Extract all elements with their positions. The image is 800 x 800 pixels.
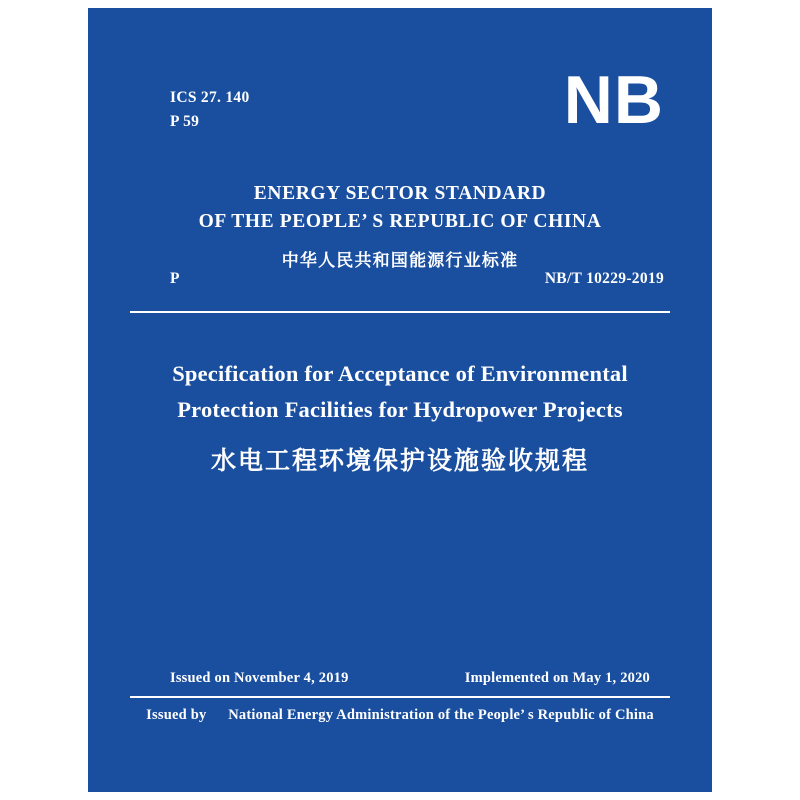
title-chinese: 水电工程环境保护设施验收规程 [210, 445, 589, 475]
issued-by-label: Issued by [146, 707, 207, 723]
nb-logo: NB [563, 62, 664, 138]
divider-top [130, 311, 670, 313]
divider-bottom [130, 696, 670, 698]
issuer-name: National Energy Administration of the People’ s Republic of China [228, 707, 654, 723]
dates-row [170, 670, 650, 687]
org-chinese-line: 中华人民共和国能源行业标准 [281, 250, 519, 271]
implemented-on-date: Implemented on May 1, 2020 [464, 670, 650, 686]
standard-category-letter: P [170, 270, 180, 287]
standard-cover-page [88, 8, 712, 792]
ics-number: ICS 27. 140 [170, 89, 250, 106]
standard-number: NB/T 10229-2019 [544, 270, 664, 287]
org-english-line-1: ENERGY SECTOR STANDARD [253, 183, 547, 204]
organization-block [88, 180, 712, 271]
document-title-block [148, 356, 652, 477]
standard-code-row [170, 270, 664, 288]
issued-on-date: Issued on November 4, 2019 [170, 670, 349, 686]
classification-code: P 59 [170, 113, 200, 131]
issuer-row [88, 707, 712, 724]
title-english-line-2: Protection Facilities for Hydropower Projects [177, 397, 623, 423]
title-english-line-1: Specification for Acceptance of Environmental [172, 361, 628, 386]
ics-block [170, 86, 250, 134]
org-english-line-2: OF THE PEOPLE’ S REPUBLIC OF CHINA [198, 211, 602, 233]
